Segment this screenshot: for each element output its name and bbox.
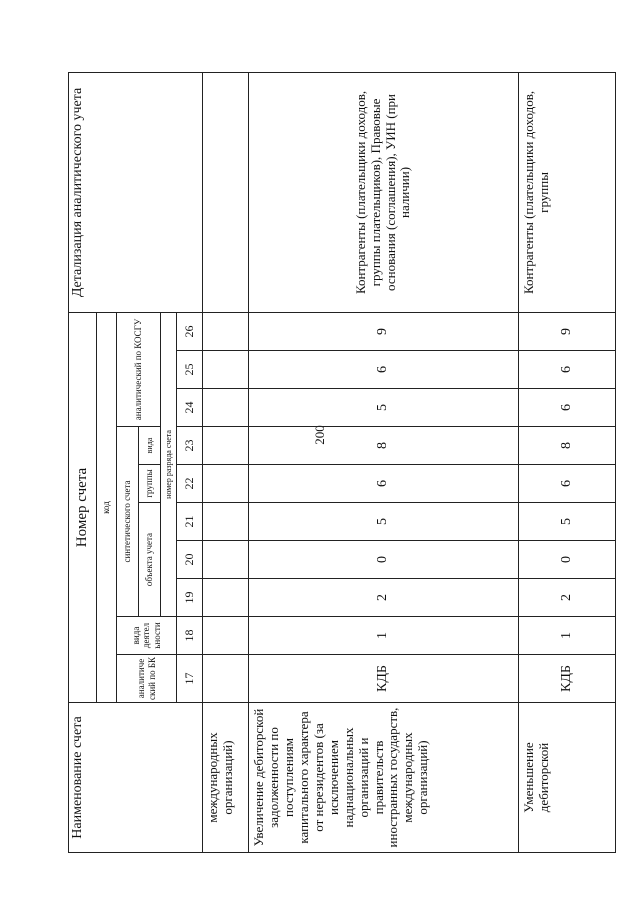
header-account-number: Номер счета — [69, 312, 97, 702]
value-cell: 6 — [519, 389, 616, 427]
digit-label: 19 — [177, 579, 203, 617]
value-cell — [203, 351, 249, 389]
detail-cell — [203, 72, 249, 312]
table-row — [203, 72, 249, 852]
value-cell: 2 — [519, 579, 616, 617]
value-cell — [203, 465, 249, 503]
value-cell — [203, 579, 249, 617]
header-object: объекта учета — [139, 503, 161, 617]
digit-label: 23 — [177, 427, 203, 465]
detail-cell: Контрагенты (плательщики доходов, группы плательщиков), Правовые основания (соглашения), УИН (при наличии) — [249, 72, 519, 312]
account-table — [68, 72, 616, 853]
value-cell: 0 — [519, 541, 616, 579]
value-cell: 0 — [249, 541, 519, 579]
account-table-sheet — [68, 73, 616, 853]
value-cell — [203, 389, 249, 427]
header-activity-type: вида деятел ьности — [117, 617, 177, 655]
digit-label: 18 — [177, 617, 203, 655]
table-row — [249, 72, 519, 852]
value-cell: 6 — [249, 351, 519, 389]
value-cell: 9 — [249, 312, 519, 350]
digit-label: 25 — [177, 351, 203, 389]
value-cell: КДБ — [249, 655, 519, 703]
value-cell: 5 — [249, 503, 519, 541]
digit-label: 21 — [177, 503, 203, 541]
digit-label: 26 — [177, 312, 203, 350]
account-name-cell: Уменьшение дебиторской — [519, 703, 616, 853]
digit-label: 24 — [177, 389, 203, 427]
value-cell — [203, 541, 249, 579]
value-cell: 9 — [519, 312, 616, 350]
page-number: 200 — [312, 425, 327, 445]
digit-label: 22 — [177, 465, 203, 503]
value-cell: 8 — [249, 427, 519, 465]
value-cell — [203, 617, 249, 655]
value-cell: 2 — [249, 579, 519, 617]
value-cell: 6 — [519, 465, 616, 503]
header-group: группы — [139, 465, 161, 503]
value-cell — [203, 503, 249, 541]
header-account-name: Наименование счета — [69, 703, 203, 853]
header-detail: Детализация аналитического учета — [69, 72, 203, 312]
digit-label: 20 — [177, 541, 203, 579]
value-cell — [203, 312, 249, 350]
value-cell: 6 — [249, 465, 519, 503]
value-cell: 5 — [249, 389, 519, 427]
value-cell: 8 — [519, 427, 616, 465]
header-kind: вида — [139, 427, 161, 465]
value-cell: КДБ — [519, 655, 616, 703]
header-synthetic: синтетического счета — [117, 427, 139, 617]
header-analytic-bk: аналитиче ский по БК — [117, 655, 177, 703]
value-cell: 1 — [519, 617, 616, 655]
detail-cell: Контрагенты (плательщики доходов, группы — [519, 72, 616, 312]
value-cell: 5 — [519, 503, 616, 541]
value-cell — [203, 427, 249, 465]
table-row — [519, 72, 616, 852]
value-cell — [203, 655, 249, 703]
header-analytic-kosgu: аналитический по КОСГУ — [117, 312, 161, 426]
header-code: код — [97, 312, 117, 702]
value-cell: 6 — [519, 351, 616, 389]
account-name-cell: Увеличение дебиторской задолженности по поступлениям капитального характера от нерезидентов (за исключением наднациональных организаций и правительств иностранных государств, международных организаций) — [249, 703, 519, 853]
account-name-cell: международных организаций) — [203, 703, 249, 853]
digit-label: 17 — [177, 655, 203, 703]
value-cell: 1 — [249, 617, 519, 655]
header-digit-number: номер разряда счета — [161, 312, 177, 616]
